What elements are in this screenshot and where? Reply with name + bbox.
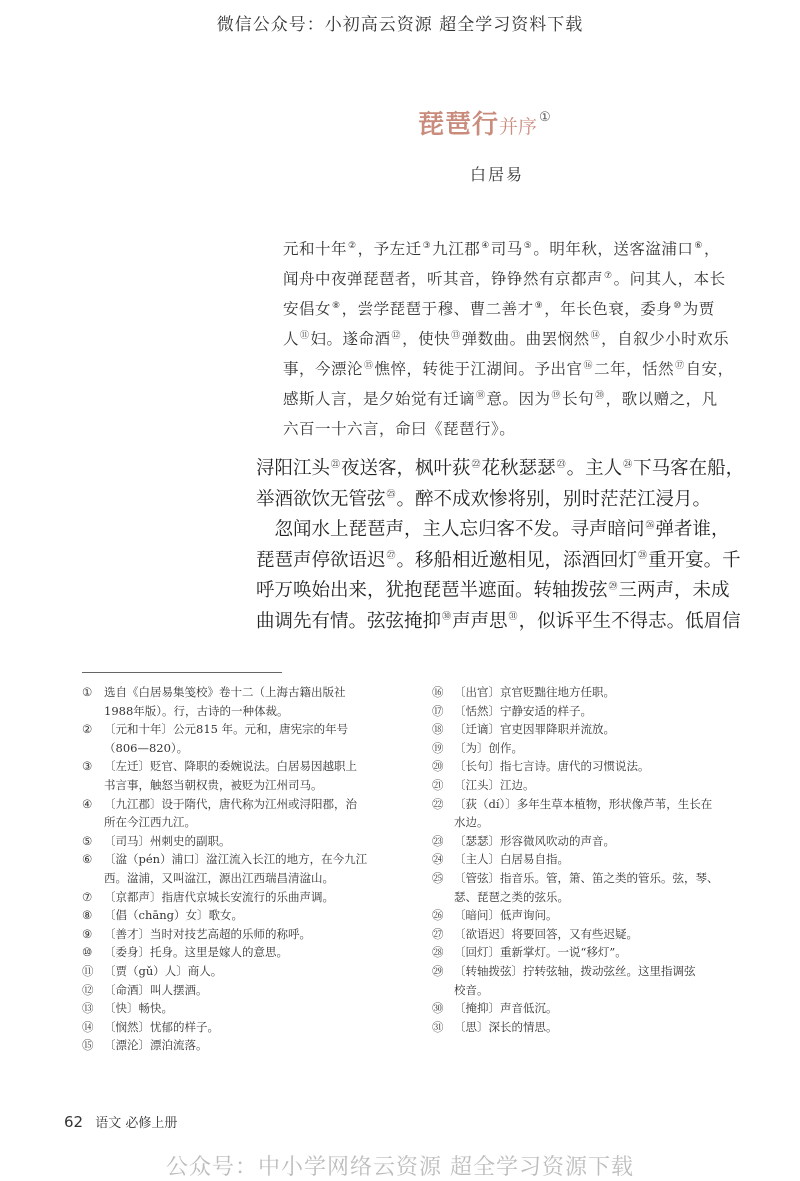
footnote-ref[interactable]: ㉚ xyxy=(442,612,452,623)
footnote-line xyxy=(82,795,402,814)
book-title: 语文 必修上册 xyxy=(95,1116,178,1131)
text-segment: 妇。遂命酒 xyxy=(310,330,391,348)
text-segment: 举酒欲饮无管弦 xyxy=(256,488,386,510)
footnote-number: ⑪ xyxy=(82,963,94,978)
text-segment: ，尝学琵琶于穆、曹二善才 xyxy=(341,300,534,318)
footnote-line xyxy=(82,720,402,739)
preface-line xyxy=(283,354,783,384)
footnote-number: ③ xyxy=(82,759,93,774)
text-segment: ，自叙少小时欢乐 xyxy=(601,330,730,348)
title-subtitle: 并序 xyxy=(499,116,538,138)
footnote-text: 〔恬然〕宁静安适的样子。 xyxy=(454,703,592,718)
text-segment: 人 xyxy=(283,330,300,348)
footnote-text: 〔思〕深长的情思。 xyxy=(454,1019,558,1034)
footnote-text: 〔九江郡〕设于隋代，唐代称为江州或浔阳郡，治 xyxy=(104,796,357,811)
footnote-text: 选自《白居易集笺校》卷十二（上海古籍出版社 xyxy=(104,685,346,699)
preface-line xyxy=(283,324,783,354)
footnote-text: 〔元和十年〕公元815 年。元和，唐宪宗的年号 xyxy=(104,722,349,737)
footnote-line xyxy=(82,776,402,795)
text-segment: ，年长色衰，委身 xyxy=(544,300,673,318)
preface-line xyxy=(283,264,783,294)
footnote-ref[interactable]: ⑱ xyxy=(476,390,486,401)
footnote-line xyxy=(432,962,772,981)
footnote-line xyxy=(82,850,402,869)
footnote-number: ⑩ xyxy=(82,945,93,960)
footnote-text: 〔管弦〕指音乐。管，箫、笛之类的管乐。弦，琴、 xyxy=(454,870,719,885)
footnote-ref[interactable]: ⑬ xyxy=(451,330,461,341)
footnote-text: 〔为〕创作。 xyxy=(454,740,523,755)
footnote-line xyxy=(82,869,402,888)
text-segment: 弹数曲。曲罢悯然 xyxy=(461,330,590,348)
footnote-ref[interactable]: ⑲ xyxy=(551,390,562,401)
footnote-text: 瑟、琵琶之类的弦乐。 xyxy=(454,889,569,904)
footnote-line xyxy=(432,869,772,888)
footnote-number: ㉚ xyxy=(432,1001,444,1016)
footnote-line xyxy=(82,925,402,944)
footnote-number: ⑨ xyxy=(82,926,93,941)
footnote-line xyxy=(432,832,772,851)
footnote-ref[interactable]: ㉒ xyxy=(471,459,481,470)
footnote-number: ⑦ xyxy=(82,889,93,904)
footnote-text: 〔快〕畅快。 xyxy=(104,1001,173,1016)
poem-line xyxy=(256,485,784,516)
text-segment: 。主人 xyxy=(566,458,623,479)
footnotes-right-column xyxy=(432,683,772,1036)
footnote-text: 〔欲语迟〕将要回答，又有些迟疑。 xyxy=(454,926,638,941)
text-segment: 安倡女 xyxy=(283,300,332,318)
footnote-line xyxy=(432,999,772,1018)
footnote-line xyxy=(82,962,402,981)
footnote-line xyxy=(432,739,772,758)
text-segment: 重开宴。千 xyxy=(648,549,741,571)
footnote-ref[interactable]: ③ xyxy=(422,240,432,251)
footnote-ref[interactable]: ㉖ xyxy=(645,520,655,531)
footnote-text: 〔悯然〕忧郁的样子。 xyxy=(104,1019,219,1034)
text-segment: 为贾 xyxy=(682,300,715,318)
footnote-number: ⑳ xyxy=(432,759,444,774)
text-segment: 憔悴，转徙于江湖间。予出官 xyxy=(374,360,583,378)
poem-line xyxy=(256,607,784,638)
footnote-text: 〔掩抑〕声音低沉。 xyxy=(454,1001,558,1016)
footnote-number: ㉗ xyxy=(432,926,444,941)
footnote-ref[interactable]: ⑮ xyxy=(364,360,374,371)
text-segment: 弹者谁， xyxy=(655,519,730,540)
footnote-line xyxy=(432,720,772,739)
footnote-ref[interactable]: ② xyxy=(348,240,357,251)
footnote-number: ㉓ xyxy=(432,833,444,848)
footnote-text: 〔司马〕州刺史的副职。 xyxy=(104,833,231,848)
footnote-ref[interactable]: ⑩ xyxy=(673,300,682,311)
text-segment: 花秋瑟瑟 xyxy=(481,458,556,479)
footnote-number: ⑤ xyxy=(82,833,93,848)
text-segment: 。明年秋，送客湓浦口 xyxy=(533,240,694,258)
footnote-text: 〔漂沦〕漂泊流落。 xyxy=(104,1038,208,1053)
footnote-line xyxy=(432,888,772,907)
footnote-line xyxy=(82,813,402,832)
footnote-line xyxy=(82,1018,402,1037)
text-segment: 意。因为 xyxy=(486,390,551,408)
footnote-line xyxy=(82,999,402,1018)
text-segment: ，似诉平生不得志。低眉信 xyxy=(518,610,741,632)
footnote-line xyxy=(82,702,402,721)
text-segment: 琵琶声停欲语迟 xyxy=(256,549,386,571)
preface-line xyxy=(283,294,783,324)
footnote-ref[interactable]: ㉘ xyxy=(638,551,648,562)
footnote-line xyxy=(432,683,772,702)
footnote-ref[interactable]: ㉙ xyxy=(608,581,618,592)
footnote-text: 西。湓浦，又叫湓江，源出江西瑞昌清湓山。 xyxy=(104,870,334,885)
footnote-number: ⑬ xyxy=(82,1001,94,1016)
footnote-divider xyxy=(82,672,282,673)
text-segment: ， xyxy=(703,240,720,258)
footnote-line xyxy=(432,943,772,962)
poem-line xyxy=(256,546,784,577)
text-segment: 三两声，未成 xyxy=(618,580,730,601)
text-segment: 九江郡 xyxy=(432,240,481,258)
author-name: 白居易 xyxy=(470,165,525,184)
footnote-ref[interactable]: ㉔ xyxy=(623,459,633,470)
footnote-line xyxy=(82,739,402,758)
preface-line xyxy=(283,234,783,264)
footnote-text: 〔主人〕白居易自指。 xyxy=(454,852,569,867)
text-segment: 司马 xyxy=(490,240,523,258)
footnote-number: ⑯ xyxy=(432,685,444,699)
text-segment: 声声思 xyxy=(452,610,508,632)
footnote-line xyxy=(432,795,772,814)
footnote-line xyxy=(432,850,772,869)
poem-line xyxy=(256,576,784,607)
footnote-ref[interactable]: ④ xyxy=(481,240,490,251)
text-segment: 自安， xyxy=(685,360,734,378)
footnote-text: 〔命酒〕叫人摆酒。 xyxy=(104,982,208,997)
footnote-number: ⑫ xyxy=(82,982,94,997)
footnote-line xyxy=(82,981,402,1000)
footnote-ref[interactable]: ㉓ xyxy=(556,459,566,470)
footnote-line xyxy=(432,981,772,1000)
title-main: 琵琶行 xyxy=(418,110,500,140)
footnote-number: ⑥ xyxy=(82,852,93,867)
text-segment: ，歌以赠之，凡 xyxy=(605,390,718,408)
footnote-ref[interactable]: ㉕ xyxy=(386,490,396,501)
text-segment: 闻舟中夜弹琵琶者，听其音，铮铮然有京都声 xyxy=(283,270,604,288)
footnote-text: 〔京都声〕指唐代京城长安流行的乐曲声调。 xyxy=(104,889,334,904)
text-segment: 。醉不成欢惨将别，别时茫茫江浸月。 xyxy=(396,488,712,510)
footnote-ref[interactable]: ⑳ xyxy=(595,390,605,401)
footnote-ref[interactable]: ⑭ xyxy=(590,330,601,341)
footnote-number: ⑱ xyxy=(432,722,444,737)
text-segment: 六百一十六言，命曰《琵琶行》。 xyxy=(283,420,516,438)
footnote-ref[interactable]: ⑫ xyxy=(391,330,402,341)
footnote-number: ⑰ xyxy=(432,703,444,718)
footnote-ref[interactable]: ⑪ xyxy=(300,330,310,341)
footnote-number: ㉒ xyxy=(432,796,444,811)
title-footnote-mark: ① xyxy=(539,110,551,125)
footnote-line xyxy=(82,1036,402,1055)
footnotes-left-column xyxy=(82,683,402,1055)
footnote-ref[interactable]: ⑨ xyxy=(534,300,544,311)
footnote-text: 〔善才〕当时对技艺高超的乐师的称呼。 xyxy=(104,926,311,941)
footnote-number: ⑭ xyxy=(82,1019,94,1034)
footnote-line xyxy=(82,943,402,962)
page-number: 62 xyxy=(64,1113,84,1131)
footnote-text: 水边。 xyxy=(454,815,489,830)
footnote-number: ⑲ xyxy=(432,740,444,755)
text-segment: 感斯人言，是夕始觉有迁谪 xyxy=(283,390,476,408)
footnote-number: ㉘ xyxy=(432,945,444,960)
footnote-text: 〔暗问〕低声询问。 xyxy=(454,908,558,923)
footnote-number: ② xyxy=(82,722,93,737)
footnote-number: ① xyxy=(82,685,93,699)
bottom-watermark-banner: 公众号：中小学网络云资源 超全学习资源下载 xyxy=(166,1155,634,1180)
poem-line xyxy=(256,454,784,485)
footnote-line xyxy=(82,906,402,925)
footnote-line xyxy=(82,757,402,776)
text-segment: 事，今漂沦 xyxy=(283,360,364,378)
footnote-number: ㉑ xyxy=(432,777,444,792)
footnote-ref[interactable]: ㉗ xyxy=(386,551,396,562)
poem-body xyxy=(256,454,784,637)
text-segment: 元和十年 xyxy=(283,240,348,258)
footnote-line xyxy=(432,702,772,721)
footnote-text: 1988年版）。行，古诗的一种体裁。 xyxy=(104,703,289,718)
footnote-text: 〔江头〕江边。 xyxy=(454,777,535,792)
text-segment: 浔阳江头 xyxy=(256,458,331,479)
footnote-ref[interactable]: ⑰ xyxy=(675,360,685,371)
footnote-number: ㉙ xyxy=(432,963,444,978)
text-segment: 呼万唤始出来，犹抱琵琶半遮面。转轴拨弦 xyxy=(256,580,608,601)
text-segment: 。移船相近邀相见，添酒回灯 xyxy=(396,549,638,571)
footnote-text: 〔转轴拨弦〕拧转弦轴，拨动弦丝。这里指调弦 xyxy=(454,963,696,978)
footnote-line xyxy=(432,757,772,776)
footnote-text: 〔迁谪〕官吏因罪降职并流放。 xyxy=(454,722,615,737)
text-segment: 忽闻水上琵琶声，主人忘归客不发。寻声暗问 xyxy=(256,519,645,540)
footnote-number: ⑧ xyxy=(82,908,93,923)
footnote-text: 〔出官〕京官贬黜往地方任职。 xyxy=(454,685,615,699)
footnote-text: 所在今江西九江。 xyxy=(104,815,196,830)
footnote-text: 〔左迁〕贬官、降职的委婉说法。白居易因越职上 xyxy=(104,759,357,774)
footnote-ref[interactable]: ⑦ xyxy=(604,270,613,281)
footnote-ref[interactable]: ㉛ xyxy=(508,612,518,623)
footnote-ref[interactable]: ⑧ xyxy=(332,300,341,311)
footnote-number: ㉕ xyxy=(432,870,444,885)
footnote-number: ⑮ xyxy=(82,1038,94,1053)
footnote-line xyxy=(432,925,772,944)
footnote-line xyxy=(82,888,402,907)
footnote-line xyxy=(432,906,772,925)
footnote-number: ㉛ xyxy=(432,1019,444,1034)
footnote-line xyxy=(82,832,402,851)
preface-line xyxy=(283,384,783,414)
footnote-text: 〔湓（pén）浦口〕湓江流入长江的地方，在今九江 xyxy=(104,852,368,867)
page-footer xyxy=(64,1112,177,1131)
footnote-line xyxy=(432,1018,772,1037)
footnote-text: 校音。 xyxy=(454,982,489,997)
footnote-line xyxy=(432,813,772,832)
footnote-text: 书言事，触怒当朝权贵，被贬为江州司马。 xyxy=(104,777,323,792)
footnote-text: 〔荻（dí）〕多年生草本植物，形状像芦苇，生长在 xyxy=(454,796,713,811)
text-segment: ，予左迁 xyxy=(357,240,422,258)
footnote-ref[interactable]: ⑥ xyxy=(694,240,703,251)
footnote-text: 〔回灯〕重新掌灯。一说“移灯”。 xyxy=(454,945,627,960)
footnote-number: ㉖ xyxy=(432,908,444,923)
footnote-text: 〔瑟瑟〕形容微风吹动的声音。 xyxy=(454,833,615,848)
text-segment: 二年，恬然 xyxy=(594,360,675,378)
footnote-text: 〔贾（gǔ）人〕商人。 xyxy=(104,963,223,978)
text-segment: 长句 xyxy=(562,390,595,408)
footnote-ref[interactable]: ㉑ xyxy=(331,459,341,470)
poem-title xyxy=(418,104,551,141)
footnote-line xyxy=(432,776,772,795)
text-segment: 下马客在船， xyxy=(633,458,745,479)
footnote-ref[interactable]: ⑤ xyxy=(523,240,533,251)
footnote-text: （806—820）。 xyxy=(104,740,189,755)
text-segment: 曲调先有情。弦弦掩抑 xyxy=(256,610,442,632)
text-segment: 。问其人，本长 xyxy=(613,270,726,288)
footnote-number: ㉔ xyxy=(432,852,444,867)
text-segment: ，使快 xyxy=(402,330,451,348)
poem-line xyxy=(256,515,784,546)
footnote-text: 〔长句〕指七言诗。唐代的习惯说法。 xyxy=(454,759,650,774)
text-segment: 夜送客，枫叶荻 xyxy=(341,458,471,479)
footnote-line xyxy=(82,683,402,702)
preface-block xyxy=(283,234,783,444)
footnote-text: 〔倡（chāng）女〕歌女。 xyxy=(104,908,243,923)
footnote-ref[interactable]: ⑯ xyxy=(583,360,594,371)
top-banner: 微信公众号：小初高云资源 超全学习资料下载 xyxy=(216,15,584,35)
preface-line xyxy=(283,414,783,444)
footnote-text: 〔委身〕托身。这里是嫁人的意思。 xyxy=(104,945,288,960)
footnote-number: ④ xyxy=(82,796,93,811)
